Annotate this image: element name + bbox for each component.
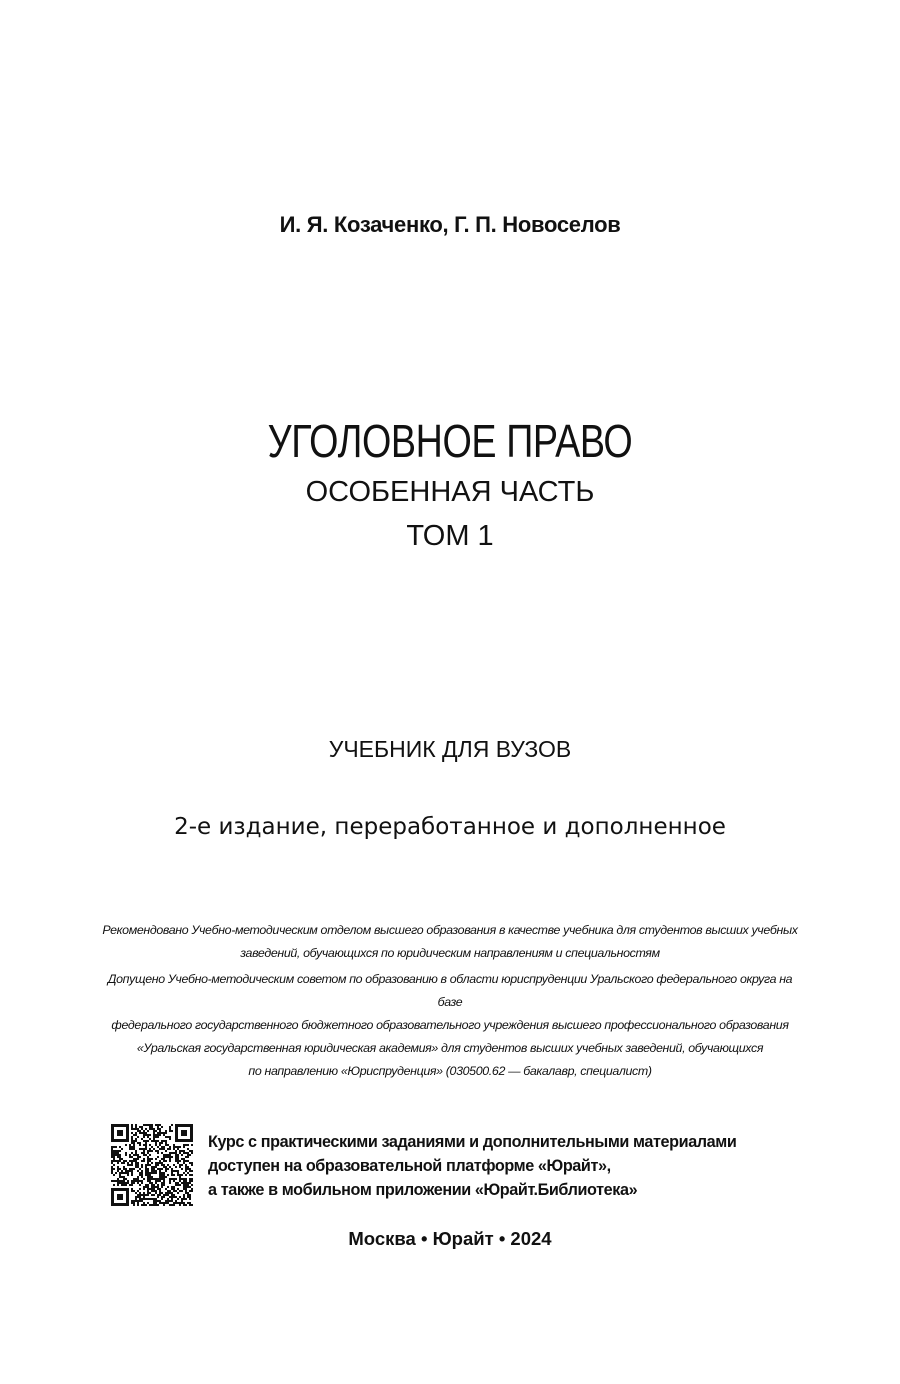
recommendation-2 <box>100 968 800 1083</box>
recommendation-2-line: «Уральская государственная юридическая академия» для студентов высших учебных заведений, обучающихся <box>136 1041 764 1055</box>
book-volume: ТОМ 1 <box>406 520 494 552</box>
book-subtitle: ОСОБЕННАЯ ЧАСТЬ <box>305 476 595 508</box>
course-notice-line: доступен на образовательной платформе «Юрайт», <box>208 1157 611 1175</box>
recommendation-2-line: федерального государственного бюджетного образовательного учреждения высшего профессионального образования <box>111 1018 789 1032</box>
course-notice-line: Курс с практическими заданиями и дополнительными материалами <box>208 1133 737 1151</box>
edition-note: 2-е издание, переработанное и дополненное <box>174 814 726 840</box>
course-notice-line: а также в мобильном приложении «Юрайт.Библиотека» <box>208 1181 638 1199</box>
authors: И. Я. Козаченко, Г. П. Новоселов <box>279 212 621 237</box>
recommendation-1 <box>100 919 800 965</box>
book-title: УГОЛОВНОЕ ПРАВО <box>267 415 633 467</box>
book-type: УЧЕБНИК ДЛЯ ВУЗОВ <box>328 736 572 762</box>
recommendation-1-line: Рекомендовано Учебно-методическим отделом высшего образования в качестве учебника для студентов высших учебных <box>102 923 798 937</box>
recommendation-2-line: по направлению «Юриспруденция» (030500.62 — бакалавр, специалист) <box>248 1064 652 1078</box>
qr-code-icon[interactable] <box>111 1124 193 1206</box>
course-notice <box>208 1130 808 1202</box>
imprint: Москва • Юрайт • 2024 <box>348 1228 552 1249</box>
recommendation-1-line: заведений, обучающихся по юридическим направлениям и специальностям <box>240 946 660 960</box>
recommendation-2-line: Допущено Учебно-методическим советом по образованию в области юриспруденции Уральского федерального округа на базе <box>107 972 793 1009</box>
